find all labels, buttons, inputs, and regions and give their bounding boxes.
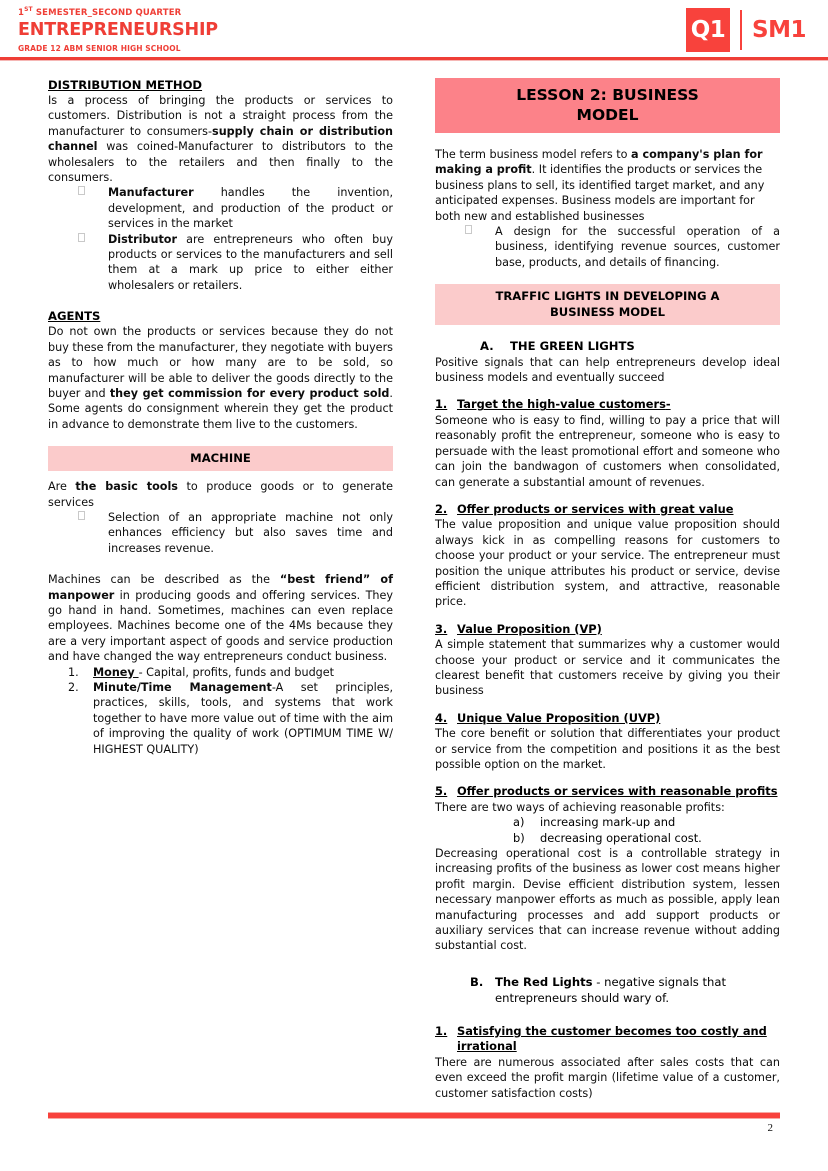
red-item-number: 1. [435, 1023, 448, 1038]
paragraph-agents [48, 324, 393, 432]
spacer [435, 270, 780, 284]
spacer [435, 610, 780, 622]
red-item-heading [435, 1024, 780, 1055]
spacer [435, 772, 780, 784]
module-badge: SM1 [752, 17, 806, 43]
green-item-number: 1. [435, 397, 448, 412]
list-item [48, 680, 393, 757]
green-item-title: Target the high-value customers [457, 397, 666, 412]
green-lights-heading [435, 339, 780, 354]
bullet-box-icon [78, 511, 85, 520]
machine-intro-bold: the basic tools [75, 480, 178, 494]
traffic-banner-line-2: BUSINESS MODEL [549, 305, 666, 320]
spacer [48, 556, 393, 572]
spacer [435, 699, 780, 711]
green-item-title-suffix: - [665, 397, 671, 412]
sub-text-b: decreasing operational cost. [540, 830, 702, 845]
spacer [48, 432, 393, 446]
red-item-title-line2: irrational [457, 1039, 517, 1054]
list-text: -A set principles, practices, skills, tools, and systems that work together to have more value out of time with the aim of improving the quality of work (OPTIMUM TIME W/ HIGHEST QUALITY) [93, 681, 394, 756]
semester-rest: SEMESTER_SECOND QUARTER [32, 8, 182, 18]
green-item-number: 5. [435, 784, 448, 799]
paragraph-green-item-body: Someone who is easy to find, willing to pay a price that will reasonably profit the entrepreneur, someone who is easy to persuade with the least promotional effort and someone who can join the bandwagon of customers when consolidated, can generate a substantial amount of revenues. [435, 413, 780, 489]
paragraph-machine-body [48, 572, 393, 664]
header-rule-soft [0, 60, 828, 61]
bullet-term: Distributor [108, 232, 178, 246]
paragraph-red-item-body: There are numerous associated after sales costs that can even exceed the profit margin (lifetime value of a customer, customer satisfaction costs) [435, 1055, 780, 1100]
sub-text-a: increasing mark-up and [540, 815, 676, 830]
red-lights-heading [435, 974, 780, 1006]
item5-sub-b [435, 831, 780, 846]
red-item-title-line1: Satisfying the customer becomes too costly and [457, 1023, 767, 1038]
green-item-heading [435, 502, 780, 517]
bullet-term: Manufacturer [108, 186, 194, 200]
banner-traffic-lights [435, 284, 780, 325]
spacer [48, 293, 393, 309]
item5-sub-a [435, 815, 780, 830]
sub-label-b: b) [513, 830, 525, 845]
spacer [435, 490, 780, 502]
paragraph-machine-intro [48, 479, 393, 510]
list-item [435, 224, 780, 270]
bullet-text: handles the invention, development, and production of the product or services in the market [108, 186, 393, 231]
green-item-heading [435, 711, 780, 726]
list-item [48, 665, 393, 680]
bullet-text: are entrepreneurs who often buy products or services to the manufacturers and sell them at a mark up price to either either wholesalers or retailers. [108, 232, 393, 292]
header-badges [686, 8, 806, 52]
green-lights-title: THE GREEN LIGHTS [510, 339, 635, 354]
quarter-badge: Q1 [686, 8, 730, 52]
agents-part3: . Some agents do consignment wherein they get the product in advance to demonstrate them live to the customers. [48, 386, 393, 431]
spacer [435, 133, 780, 147]
agents-bold: they get commission for every product sold [109, 386, 390, 400]
red-lights-title: The Red Lights [495, 974, 593, 989]
bullet-box-icon [78, 233, 85, 242]
semester-prefix: 1 [18, 8, 25, 18]
bm-intro-part1: The term business model refers to [435, 148, 632, 161]
semester-label [18, 8, 218, 19]
machine-body-bold: “best friend” of manpower [48, 573, 393, 602]
distribution-bullet-list [48, 185, 393, 293]
sub-label-a: a) [513, 815, 525, 830]
green-item-title: Offer products or services with great value [457, 501, 734, 516]
list-item [48, 232, 393, 294]
left-column [48, 78, 393, 757]
business-model-bullet-list [435, 224, 780, 270]
green-item-title: Unique Value Proposition (UVP) [457, 710, 661, 725]
list-item [48, 510, 393, 556]
bm-intro-part3: . It identifies the products or services the business plans to sell, its identified target market, and any anticipated expenses. Business models are important for both new and established businesses [435, 163, 765, 223]
lesson-banner-line-1: LESSON 2: BUSINESS [516, 86, 699, 104]
page-number: 2 [767, 1122, 773, 1134]
green-item-heading [435, 397, 780, 412]
banner-lesson-2 [435, 78, 780, 133]
machine-body-part3: in producing goods and offering services. They go hand in hand. Sometimes, machines can even replace employees. Machines become one of the 4Ms because they are a very important aspect of goods and service production and have changed the way entrepreneurs conduct business. [48, 588, 393, 664]
spacer [435, 954, 780, 974]
paragraph-item5-body: Decreasing operational cost is a controllable strategy in increasing profits of the business as lower cost means higher profit margin. Devise efficient distribution system, lessen necessary manpower efforts as much as possible, apply lean manufacturing processes and add support products or auxiliary services that can increase revenue without adding substantial cost. [435, 847, 780, 953]
paragraph-green-lights-desc: Positive signals that can help entrepreneurs develop ideal business models and eventually succeed [435, 355, 780, 385]
paragraph-green-item-body: The value proposition and unique value proposition should always kick in as compelling reasons for customers to choose your product or your service. The entrepreneur must position the unique attributes his product or service, devise efficient distribution system, and attractive, reasonable price. [435, 518, 780, 609]
agents-part1: Do not own the products or services because they do not buy these from the manufacturer, they negotiate with buyers as to how much or how many are to be sold, so manufacturer will be able to deliver the goods directly to the buyer and [48, 325, 393, 400]
paragraph-green-item-body: The core benefit or solution that differentiates your product or service from the competition and positions it as the best possible option on the market. [435, 727, 780, 771]
header-titles [18, 8, 218, 54]
right-column [435, 78, 780, 1101]
badge-divider [740, 10, 742, 50]
page-header [0, 0, 828, 60]
red-lights-desc: - negative signals that entrepreneurs should wary of. [495, 974, 727, 1005]
bullet-text: A design for the successful operation of a business, identifying revenue sources, customer base, products, and details of financing. [495, 225, 780, 269]
green-item-5-heading [435, 784, 780, 799]
red-lights-label: B. [470, 974, 484, 989]
bm-intro-bold: a company's plan for making a profit [435, 148, 763, 177]
distribution-intro-bold: supply chain or distribution channel [48, 124, 393, 154]
grade-label: GRADE 12 ABM SENIOR HIGH SCHOOL [18, 44, 181, 53]
traffic-banner-line-1: TRAFFIC LIGHTS IN DEVELOPING A [495, 289, 720, 304]
green-item-number: 2. [435, 501, 448, 516]
footer-rule [48, 1112, 780, 1119]
list-number: 1. [68, 665, 79, 679]
list-term: Money [93, 665, 139, 679]
spacer [435, 1006, 780, 1024]
green-lights-label: A. [480, 339, 494, 354]
list-item [48, 185, 393, 231]
distribution-intro-part3: was coined-Manufacturer to distributors to the wholesalers to the retailers and then finally to the consumers. [48, 140, 393, 185]
list-number: 2. [68, 681, 79, 694]
list-term: Minute/Time Management [93, 681, 272, 694]
paragraph-green-item-body: A simple statement that summarizes why a customer would choose your product or service and it communicates the clearest benefit that customers receive by giving you their business [435, 638, 780, 698]
heading-distribution-method: DISTRIBUTION METHOD [48, 78, 203, 92]
green-item-title: Offer products or services with reasonable profits [457, 784, 778, 799]
spacer [435, 385, 780, 397]
machine-intro-part1: Are [48, 480, 76, 494]
spacer [435, 325, 780, 339]
machine-bullet-list [48, 510, 393, 556]
green-item-heading [435, 622, 780, 637]
bullet-box-icon [78, 186, 85, 195]
list-text: - Capital, profits, funds and budget [138, 665, 335, 679]
semester-ordinal-suffix: ST [24, 6, 33, 14]
green-item-title: Value Proposition (VP) [457, 621, 602, 636]
bullet-box-icon [465, 225, 472, 234]
machine-body-part1: Machines can be described as the [48, 573, 280, 587]
heading-agents: AGENTS [48, 309, 101, 324]
machine-numbered-list [48, 665, 393, 757]
bullet-text: Selection of an appropriate machine not only enhances efficiency but also saves time and increases revenue. [108, 510, 393, 555]
paragraph-business-model-intro [435, 147, 780, 224]
paragraph-item5-lead: There are two ways of achieving reasonable profits: [435, 800, 725, 814]
lesson-banner-line-2: MODEL [576, 106, 639, 124]
subject-title: ENTREPRENEURSHIP [18, 20, 218, 40]
green-item-number: 4. [435, 710, 448, 725]
machine-intro-part3: to produce goods or to generate services [48, 480, 393, 509]
green-item-number: 3. [435, 621, 448, 636]
paragraph-distribution-intro [48, 93, 393, 185]
distribution-intro-part1: Is a process of bringing the products or services to customers. Distribution is not a straight process from the manufacturer to consumers- [48, 94, 393, 138]
spacer [48, 471, 393, 479]
banner-machine: MACHINE [48, 446, 393, 471]
